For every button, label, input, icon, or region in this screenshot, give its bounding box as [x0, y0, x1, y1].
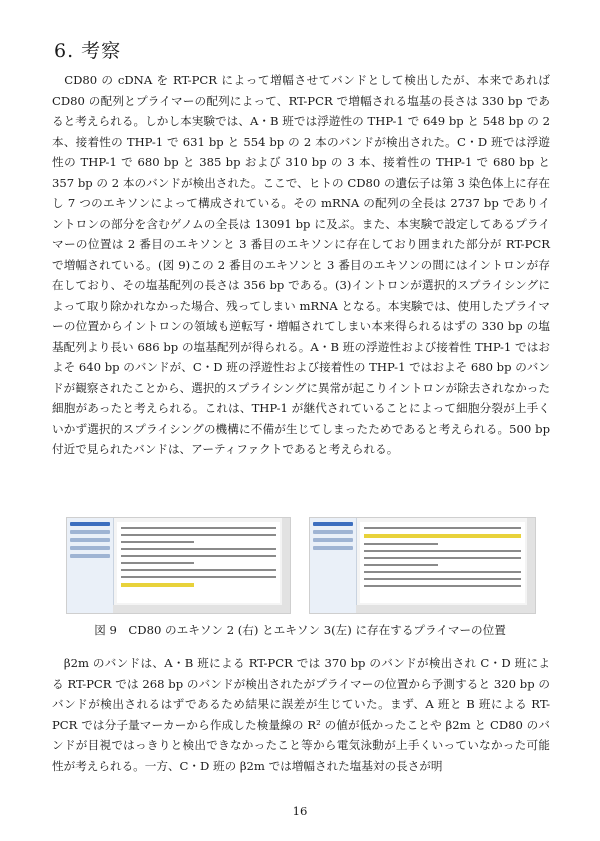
horizontal-scrollbar	[113, 605, 282, 613]
figure-9-right-screenshot	[309, 517, 536, 614]
discussion-paragraph-1: CD80 の cDNA を RT-PCR によって増幅させてバンドとして検出したが、本来であれば CD80 の配列とプライマーの配列によって、RT-PCR で増幅される塩基の長さは 330 bp であると考えられる。しかし本実験では、A・B 班では浮遊性の THP-1 で 649 bp と 548 bp の 2 本、接着性の THP-1 で 631 bp と 554 bp の 2 本のバンドが検出された。C・D 班では浮遊性の THP-1 で 680 bp と 385 bp および 310 bp の 3 本、接着性の THP-1 で 680 bp と 357 bp の 2 本のバンドが検出された。ここで、ヒトの CD80 の遺伝子は第 3 染色体上に存在し 7 つのエキソンによって構成されている。その mRNA の配列の全長は 2737 bp でありイントロンの部分を含むゲノムの全長は 13091 bp に及ぶ。また、本実験で設定してあるプライマーの位置は 2 番目のエキソンと 3 番目のエキソンに存在しており囲まれた部分が RT-PCR で増幅されている。(図 9)この 2 番目のエキソンと 3 番目のエキソンの間にはイントロンが存在しており、その塩基配列の長さは 356 bp である。(3)イントロンが選択的スプライシングによって取り除かれなかった場合、残ってしまい mRNA となる。本実験では、使用したプライマーの位置からイントロンの領域も逆転写・増幅されてしまい本来得られるはずの 330 bp の塩基配列より長い 686 bp の塩基配列が得られる。A・B 班の浮遊性および接着性 THP-1 ではおよそ 640 bp のバンドが、C・D 班の浮遊性および接着性の THP-1 ではおよそ 680 bp のバンドが観察されたことから、選択的スプライシングに異常が起こりイントロンが除去されなかった細胞があったと考えられる。これは、THP-1 が継代されていることによって細胞分裂が上手くいかず選択的スプライシングの機構に不備が生じてしまったためであると考えられる。500 bp 付近で見られたバンドは、アーティファクトであると考えられる。	[52, 73, 550, 456]
page-number: 16	[292, 804, 308, 818]
discussion-paragraph-2: β2m のバンドは、A・B 班による RT-PCR では 370 bp のバンドが検出され C・D 班による RT-PCR では 268 bp のバンドが検出されたがプライマーの位置から予測すると 320 bp のバンドが検出されるはずであるため結果に誤差が生じていた。まず、A 班と B 班による RT-PCR では分子量マーカーから作成した検量線の R² の値が低かったことや β2m と CD80 のバンドが目視ではっきりと検出できなかったこと等から電気泳動が上手くいっていなかった可能性が考えられる。一方、C・D 班の β2m では増幅された塩基対の長さが明	[52, 656, 550, 773]
figure-9-left-screenshot	[66, 517, 291, 614]
sequence-view-pane	[117, 522, 280, 603]
sequence-list-panel	[310, 518, 357, 613]
sequence-list-panel	[67, 518, 114, 613]
figure-caption: 図 9 CD80 のエキソン 2 (右) とエキソン 3(左) に存在するプライマーの位置	[94, 623, 506, 637]
horizontal-scrollbar	[356, 605, 527, 613]
vertical-scrollbar	[527, 518, 535, 613]
section-heading: 6. 考察	[54, 40, 122, 62]
sequence-view-pane	[360, 522, 525, 603]
vertical-scrollbar	[282, 518, 290, 613]
